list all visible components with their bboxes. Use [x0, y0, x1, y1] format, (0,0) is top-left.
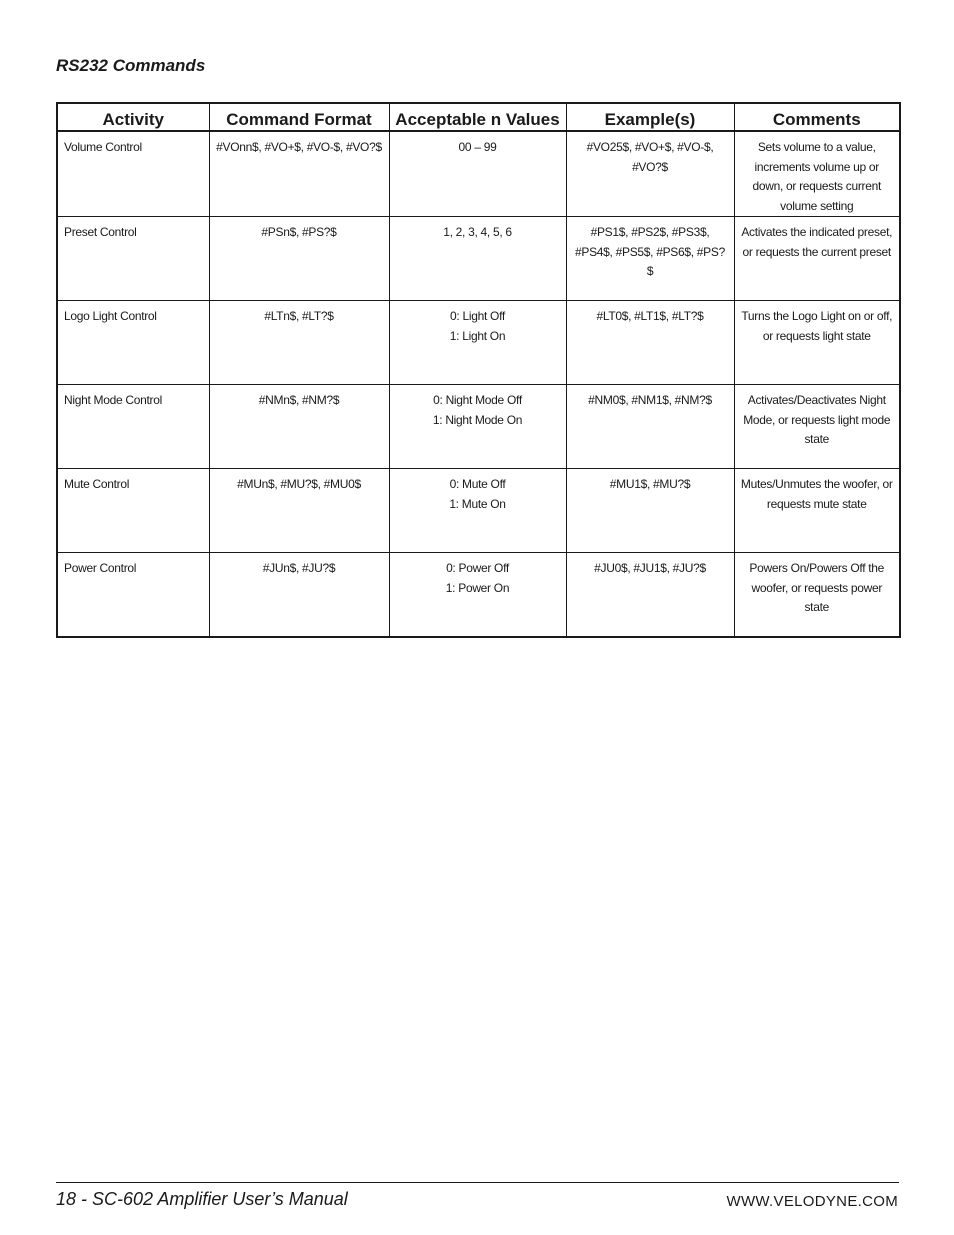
header-comments: Comments — [734, 103, 900, 131]
command-format-text: #MUn$, #MU?$, #MU0$ — [237, 477, 361, 491]
comment-line: state — [804, 432, 830, 446]
activity-text: Volume Control — [64, 140, 142, 154]
comments-cell — [734, 553, 900, 637]
rs232-commands-table — [56, 102, 901, 638]
header-activity: Activity — [57, 103, 209, 131]
footer-divider — [56, 1182, 899, 1183]
comment-line: Activates the indicated preset, — [741, 225, 893, 239]
acceptable-value-line: 0: Light Off — [450, 309, 505, 323]
command-format-text: #LTn$, #LT?$ — [264, 309, 334, 323]
header-examples: Example(s) — [566, 103, 734, 131]
command-format-cell — [209, 301, 389, 385]
footer-manual-title: 18 - SC-602 Amplifier User’s Manual — [56, 1189, 348, 1209]
activity-cell — [57, 469, 209, 553]
comments-cell — [734, 131, 900, 217]
example-line: #PS1$, #PS2$, #PS3$, — [590, 225, 710, 239]
command-format-text: #NMn$, #NM?$ — [258, 393, 340, 407]
examples-cell — [566, 217, 734, 301]
example-line: #PS4$, #PS5$, #PS6$, #PS?$ — [575, 244, 725, 278]
activity-cell — [57, 217, 209, 301]
table-row — [57, 469, 900, 553]
comment-line: or requests the current preset — [742, 244, 891, 259]
comment-line: requests mute state — [766, 496, 867, 511]
activity-text: Logo Light Control — [64, 309, 157, 323]
command-format-cell — [209, 385, 389, 469]
acceptable-value-line: 0: Power Off — [446, 561, 509, 575]
activity-cell — [57, 553, 209, 637]
comment-line: Mode, or requests light mode — [743, 412, 891, 427]
comment-line: down, or requests current — [752, 179, 882, 193]
header-command-format: Command Format — [209, 103, 389, 131]
acceptable-value-line: 0: Night Mode Off — [433, 393, 522, 407]
example-line: #VO?$ — [632, 159, 668, 174]
examples-cell — [566, 385, 734, 469]
example-line: #LT0$, #LT1$, #LT?$ — [596, 309, 704, 323]
comment-line: or requests light state — [762, 328, 871, 343]
table-row — [57, 131, 900, 217]
table-body — [57, 131, 900, 637]
command-format-text: #JUn$, #JU?$ — [262, 561, 336, 575]
command-format-cell — [209, 217, 389, 301]
comment-line: increments volume up or — [754, 159, 879, 174]
comment-line: Activates/Deactivates Night — [747, 393, 886, 407]
table-row — [57, 301, 900, 385]
command-format-cell — [209, 469, 389, 553]
table-header-row — [57, 103, 900, 131]
footer-website: WWW.VELODYNE.COM — [726, 1193, 898, 1210]
example-line: #NM0$, #NM1$, #NM?$ — [588, 393, 712, 407]
comment-line: Turns the Logo Light on or off, — [741, 309, 893, 323]
examples-cell — [566, 553, 734, 637]
acceptable-value-line: 1, 2, 3, 4, 5, 6 — [443, 225, 512, 239]
comment-line: volume setting — [780, 198, 854, 213]
acceptable-values-cell — [389, 553, 566, 637]
section-title: RS232 Commands — [56, 56, 206, 75]
comments-cell — [734, 469, 900, 553]
command-format-text: #PSn$, #PS?$ — [261, 225, 337, 239]
comment-line: state — [804, 600, 830, 614]
acceptable-value-line: 1: Mute On — [449, 496, 506, 511]
acceptable-value-line: 1: Power On — [445, 580, 510, 595]
activity-cell — [57, 385, 209, 469]
command-format-text: #VOnn$, #VO+$, #VO-$, #VO?$ — [216, 140, 382, 154]
acceptable-values-cell — [389, 217, 566, 301]
comment-line: Powers On/Powers Off the — [749, 561, 885, 575]
table-row — [57, 553, 900, 637]
table-row — [57, 385, 900, 469]
examples-cell — [566, 469, 734, 553]
table-row — [57, 217, 900, 301]
header-acceptable-values: Acceptable n Values — [389, 103, 566, 131]
command-format-cell — [209, 131, 389, 217]
acceptable-value-line: 00 – 99 — [458, 140, 497, 154]
acceptable-value-line: 1: Night Mode On — [432, 412, 523, 427]
acceptable-values-cell — [389, 131, 566, 217]
activity-text: Preset Control — [64, 225, 137, 239]
comments-cell — [734, 385, 900, 469]
examples-cell — [566, 131, 734, 217]
activity-cell — [57, 131, 209, 217]
acceptable-values-cell — [389, 469, 566, 553]
activity-text: Mute Control — [64, 477, 130, 491]
activity-text: Night Mode Control — [64, 393, 162, 407]
comment-line: woofer, or requests power — [751, 580, 883, 595]
comment-line: Mutes/Unmutes the woofer, or — [740, 477, 893, 491]
activity-cell — [57, 301, 209, 385]
acceptable-value-line: 1: Light On — [449, 328, 506, 343]
example-line: #JU0$, #JU1$, #JU?$ — [594, 561, 706, 575]
acceptable-values-cell — [389, 301, 566, 385]
comments-cell — [734, 301, 900, 385]
acceptable-values-cell — [389, 385, 566, 469]
activity-text: Power Control — [64, 561, 137, 575]
comment-line: Sets volume to a value, — [757, 140, 876, 154]
comments-cell — [734, 217, 900, 301]
command-format-cell — [209, 553, 389, 637]
example-line: #VO25$, #VO+$, #VO-$, — [586, 140, 714, 154]
example-line: #MU1$, #MU?$ — [609, 477, 691, 491]
acceptable-value-line: 0: Mute Off — [449, 477, 506, 491]
examples-cell — [566, 301, 734, 385]
